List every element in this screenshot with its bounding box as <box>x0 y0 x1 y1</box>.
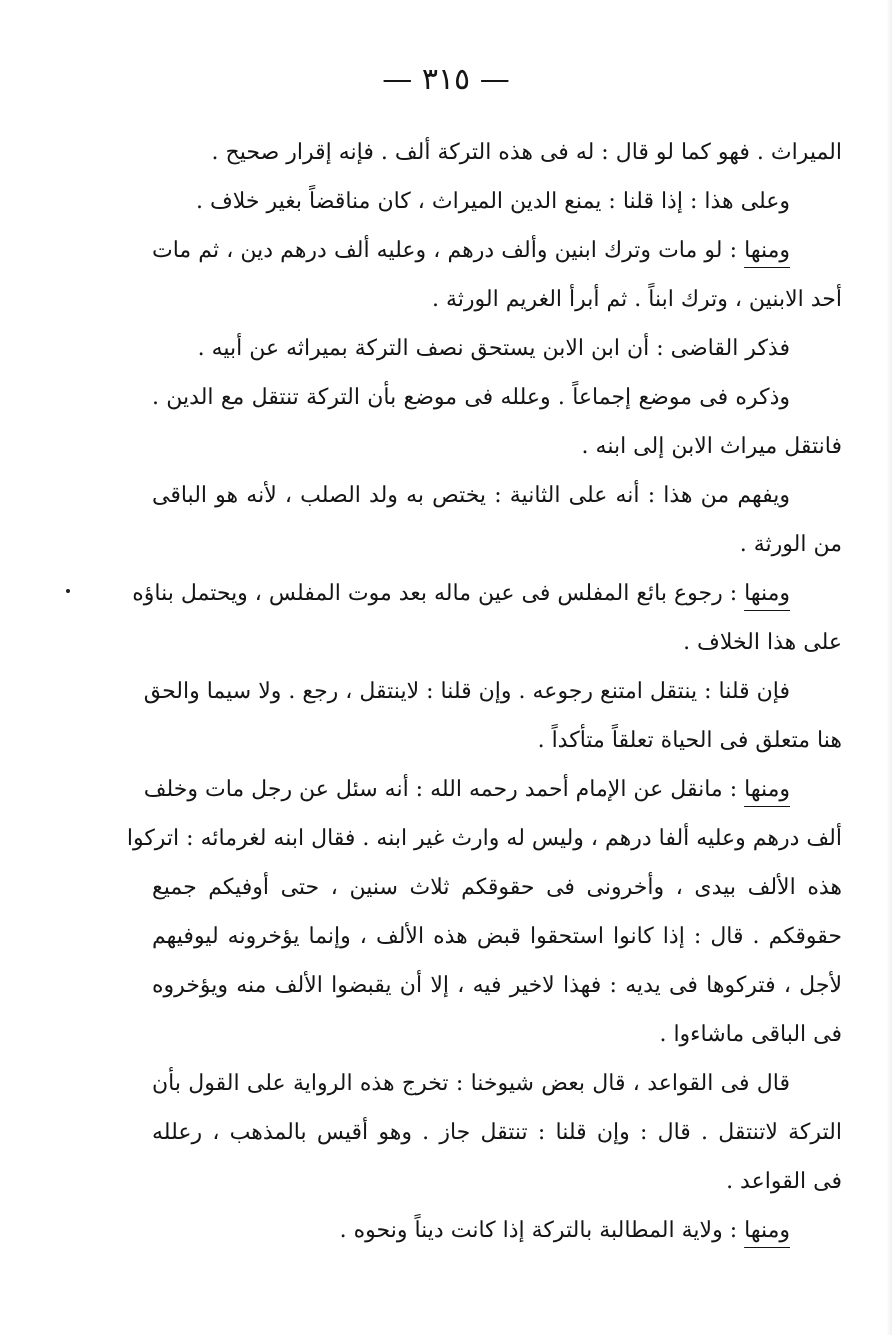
text-line <box>132 569 842 618</box>
text-line <box>152 275 842 324</box>
line-text: : لو مات وترك ابنين وألف درهم ، وعليه ألف درهم دين ، ثم مات <box>152 238 745 263</box>
section-marker: ومنها <box>744 777 790 802</box>
line-text: : ولاية المطالبة بالتركة إذا كانت ديناً ونحوه . <box>339 1218 745 1243</box>
text-line <box>152 1010 842 1059</box>
text-line <box>152 912 842 961</box>
body-text <box>126 128 842 1255</box>
line-text: ألف درهم وعليه ألفا درهم ، وليس له وارث غير ابنه . فقال ابنه لغرمائه : اتركوا <box>126 826 842 851</box>
line-text: فإن قلنا : ينتقل امتنع رجوعه . وإن قلنا : لاينتقل ، رجع . ولا سيما والحق <box>143 679 790 704</box>
text-line <box>152 1206 842 1255</box>
line-text: فذكر القاضى : أن ابن الابن يستحق نصف التركة بميراثه عن أبيه . <box>197 336 790 361</box>
line-text: أحد الابنين ، وترك ابناً . ثم أبرأ الغريم الورثة . <box>432 287 842 312</box>
text-line <box>143 765 842 814</box>
line-text: على هذا الخلاف . <box>683 630 842 655</box>
text-line <box>152 128 842 177</box>
line-text: هذه الألف بيدى ، وأخرونى فى حقوقكم ثلاث سنين ، حتى أوفيكم جميع <box>152 875 842 900</box>
text-line <box>152 716 842 765</box>
text-line <box>152 471 842 520</box>
text-line <box>152 226 842 275</box>
line-text: قال فى القواعد ، قال بعض شيوخنا : تخرج هذه الرواية على القول بأن <box>152 1071 790 1096</box>
line-text: فى القواعد . <box>726 1169 842 1194</box>
line-text: ويفهم من هذا : أنه على الثانية : يختص به ولد الصلب ، لأنه هو الباقى <box>152 483 790 508</box>
text-line <box>152 1157 842 1206</box>
text-line <box>152 1108 842 1157</box>
section-marker: ومنها <box>744 581 790 606</box>
text-line <box>152 324 842 373</box>
line-text: حقوقكم . قال : إذا كانوا استحقوا قبض هذه الألف ، وإنما يؤخرونه ليوفيهم <box>152 924 842 949</box>
text-line <box>152 373 842 422</box>
text-line <box>152 863 842 912</box>
line-text: الميراث . فهو كما لو قال : له فى هذه التركة ألف . فإنه إقرار صحيح . <box>211 140 842 165</box>
line-text: وعلى هذا : إذا قلنا : يمنع الدين الميراث ، كان مناقضاً بغير خلاف . <box>196 189 790 214</box>
scan-edge <box>886 0 892 1335</box>
text-line <box>152 961 842 1010</box>
line-text: هنا متعلق فى الحياة تعلقاً متأكداً . <box>537 728 842 753</box>
line-text: التركة لاتنتقل . قال : وإن قلنا : تنتقل جاز . وهو أقيس بالمذهب ، رعلله <box>152 1120 842 1145</box>
text-line <box>152 1059 842 1108</box>
margin-dot <box>66 589 70 593</box>
text-line <box>152 520 842 569</box>
section-marker: ومنها <box>744 1218 790 1243</box>
line-text: من الورثة . <box>739 532 842 557</box>
text-line <box>152 422 842 471</box>
line-text: : مانقل عن الإمام أحمد رحمه الله : أنه سئل عن رجل مات وخلف <box>143 777 745 802</box>
text-line <box>126 814 842 863</box>
line-text: فانتقل ميراث الابن إلى ابنه . <box>581 434 842 459</box>
line-text: فى الباقى ماشاءوا . <box>659 1022 842 1047</box>
line-text: وذكره فى موضع إجماعاً . وعلله فى موضع بأن التركة تنتقل مع الدين . <box>152 385 790 410</box>
line-text: : رجوع بائع المفلس فى عين ماله بعد موت المفلس ، ويحتمل بناؤه <box>132 581 745 606</box>
text-line <box>143 667 842 716</box>
line-text: لأجل ، فتركوها فى يديه : فهذا لاخير فيه ، إلا أن يقبضوا الألف منه ويؤخروه <box>152 973 842 998</box>
text-line <box>152 177 842 226</box>
section-marker: ومنها <box>744 238 790 263</box>
page-number: — ٣١٥ — <box>382 62 510 97</box>
text-line <box>152 618 842 667</box>
